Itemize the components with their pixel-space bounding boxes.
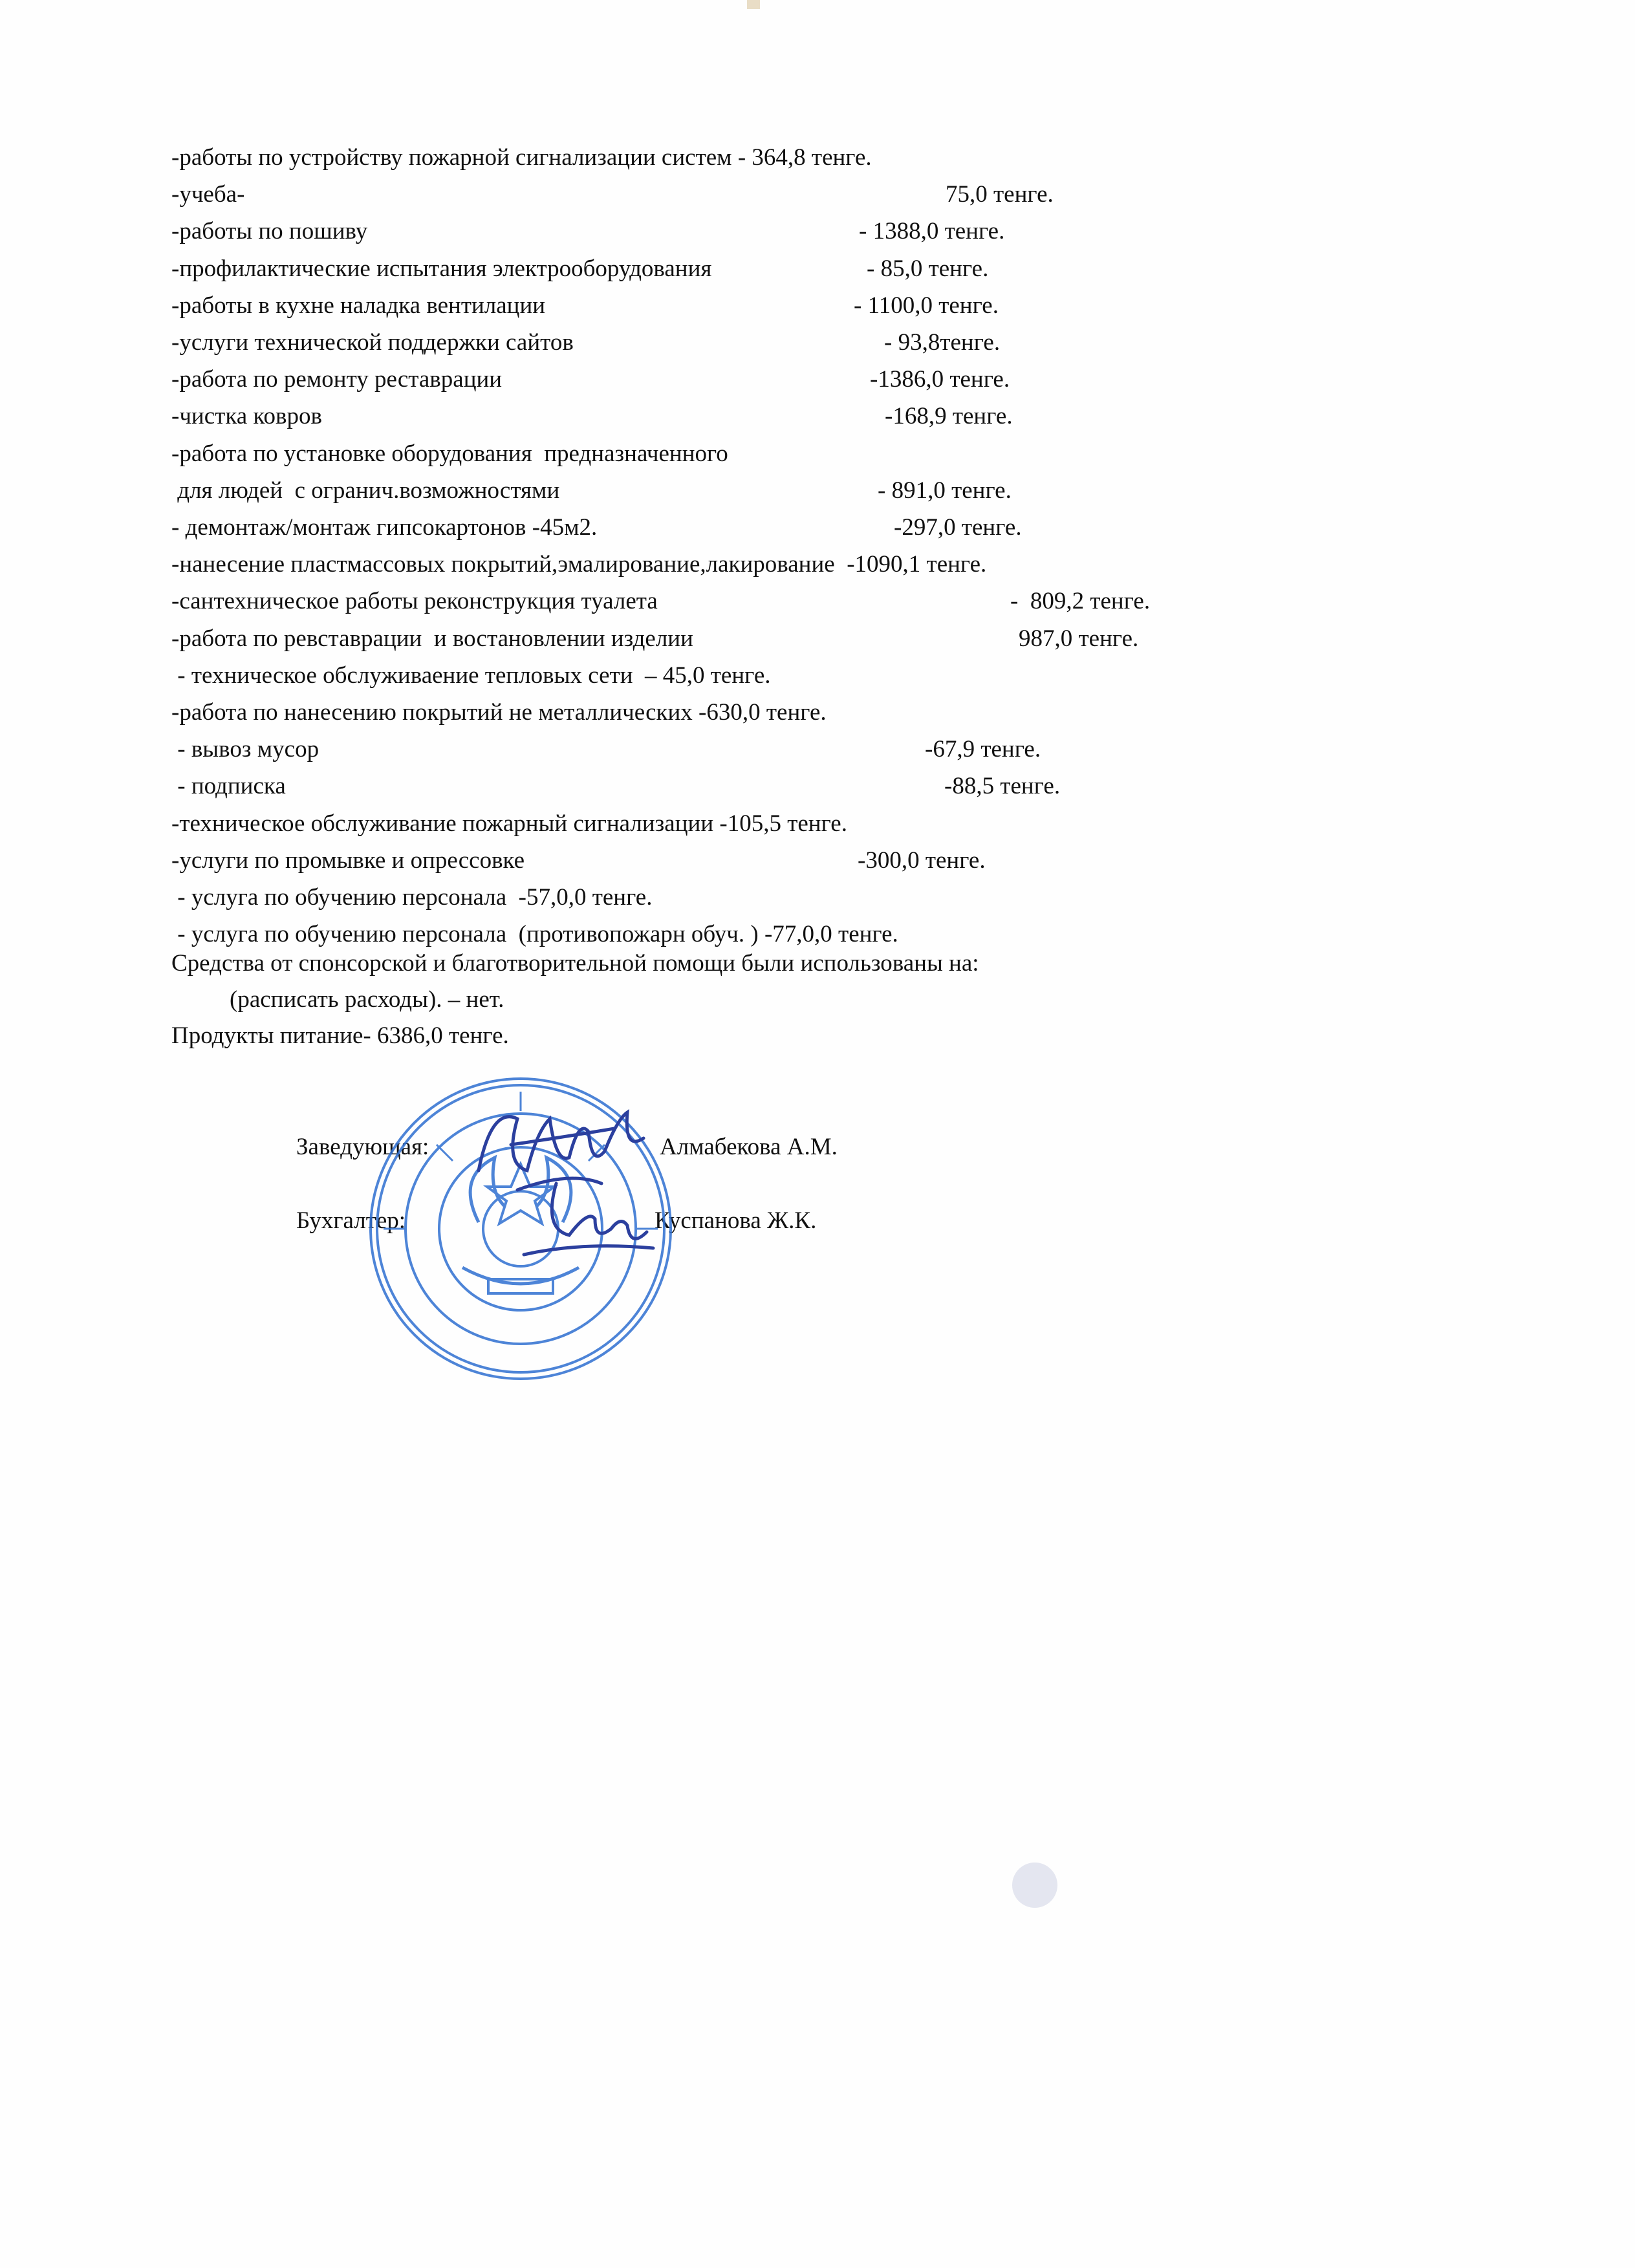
expense-row (171, 550, 1206, 579)
expense-row (171, 440, 1206, 468)
expense-amount: -88,5 тенге. (944, 773, 1061, 799)
expense-label: -нанесение пластмассовых покрытий,эмалирование,лакирование -1090,1 тенге. (171, 551, 987, 578)
expense-label: -работа по ревставрации и востановлении изделии (171, 625, 693, 652)
expense-amount: 75,0 тенге. (946, 181, 1054, 208)
expense-amount: - 1100,0 тенге. (854, 292, 999, 319)
scan-spot (1012, 1863, 1057, 1908)
expense-label: -услуги технической поддержки сайтов (171, 329, 574, 356)
expense-amount: - 85,0 тенге. (867, 255, 989, 282)
expense-amount: -168,9 тенге. (885, 403, 1013, 429)
head-title: Заведующая: (296, 1134, 429, 1160)
expense-row (171, 144, 1206, 172)
expense-row (171, 587, 1206, 616)
sponsor-line-2: (расписать расходы). – нет. (230, 986, 504, 1013)
sponsor-line-1: Средства от спонсорской и благотворительной помощи были использованы на: (171, 950, 979, 977)
expense-row (171, 847, 1206, 875)
expense-label: - подписка (171, 773, 286, 799)
expense-row (171, 217, 1206, 246)
expense-label: -сантехническое работы реконструкция туалета (171, 588, 658, 614)
expense-row (171, 772, 1206, 801)
expense-amount: - 891,0 тенге. (878, 477, 1012, 504)
expense-amount: 987,0 тенге. (1019, 625, 1139, 652)
expense-label: -работа по ремонту реставрации (171, 366, 503, 393)
expense-label: -чистка ковров (171, 403, 322, 429)
expense-label: -работа по нанесению покрытий не металлических -630,0 тенге. (171, 699, 827, 726)
expense-amount: - 1388,0 тенге. (859, 218, 1005, 244)
expense-row (171, 255, 1206, 283)
expense-row (171, 329, 1206, 357)
expense-label: -профилактические испытания электрооборудования (171, 255, 712, 282)
head-name: Алмабекова А.М. (660, 1134, 838, 1160)
expense-label: - вывоз мусор (171, 736, 319, 762)
expense-row (171, 365, 1206, 394)
expense-amount: -300,0 тенге. (858, 847, 986, 874)
expense-row (171, 513, 1206, 542)
expense-label: -работы по пошиву (171, 218, 368, 244)
accountant-title: Бухгалтер: (296, 1207, 406, 1234)
expense-row (171, 402, 1206, 431)
accountant-name: Куспанова Ж.К. (655, 1207, 817, 1234)
expense-row (171, 477, 1206, 505)
expense-row (171, 292, 1206, 320)
expense-amount: -297,0 тенге. (894, 514, 1022, 541)
expense-label: - услуга по обучению персонала (противопожарн обуч. ) -77,0,0 тенге. (171, 921, 898, 947)
expense-label: - демонтаж/монтаж гипсокартонов -45м2. (171, 514, 598, 541)
expense-label: -работа по установке оборудования предназначенного (171, 440, 728, 467)
expense-label: -услуги по промывке и опрессовке (171, 847, 525, 874)
expense-amount: - 809,2 тенге. (1010, 588, 1151, 614)
expense-label: -учеба- (171, 181, 245, 208)
expense-row (171, 625, 1206, 653)
expense-row (171, 662, 1206, 690)
expense-amount: -67,9 тенге. (925, 736, 1041, 762)
expense-row (171, 735, 1206, 764)
scan-edge-mark (747, 0, 760, 9)
expense-row (171, 810, 1206, 838)
expense-label: -работы по устройству пожарной сигнализации систем - 364,8 тенге. (171, 144, 872, 171)
food-line: Продукты питание- 6386,0 тенге. (171, 1022, 509, 1049)
expense-row (171, 920, 1206, 949)
expense-amount: -1386,0 тенге. (870, 366, 1010, 393)
expense-label: - техническое обслуживаение тепловых сети – 45,0 тенге. (171, 662, 771, 689)
accountant-signature (498, 1164, 666, 1274)
expense-label: -работы в кухне наладка вентилации (171, 292, 546, 319)
expense-amount: - 93,8тенге. (884, 329, 1001, 356)
expense-label: -техническое обслуживание пожарный сигнализации -105,5 тенге. (171, 810, 847, 837)
expense-row (171, 883, 1206, 912)
expense-row (171, 180, 1206, 209)
expense-label: для людей с огранич.возможностями (171, 477, 560, 504)
expense-label: - услуга по обучению персонала -57,0,0 тенге. (171, 884, 653, 911)
expense-row (171, 698, 1206, 727)
